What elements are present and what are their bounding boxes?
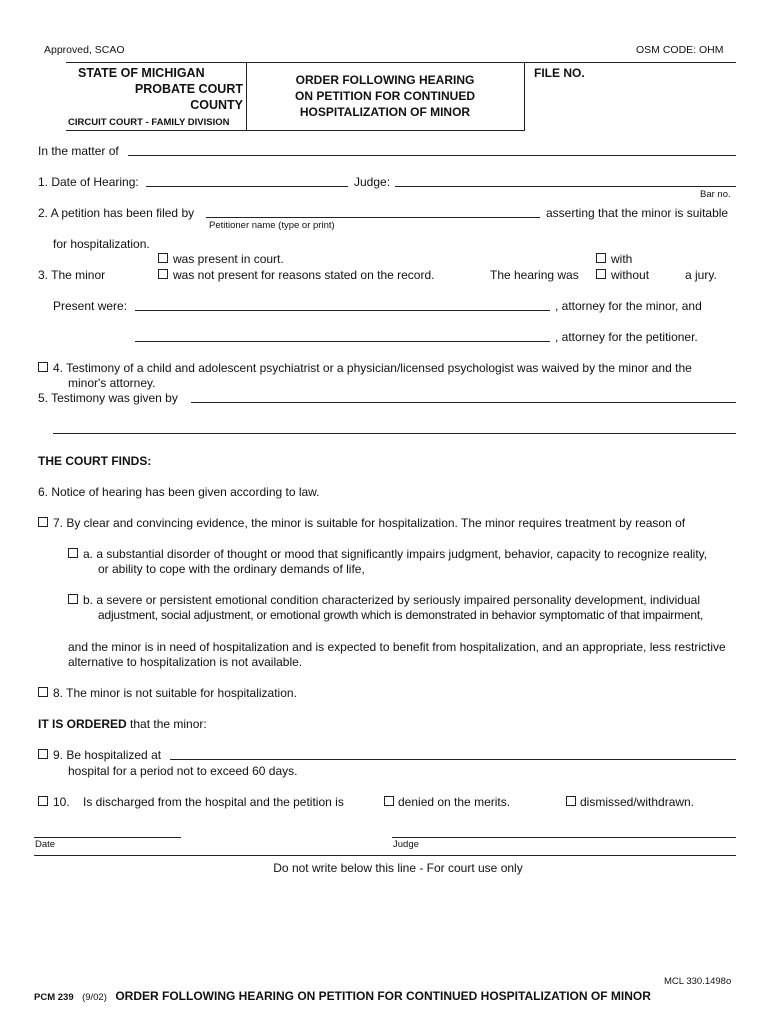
attorney-petitioner-field[interactable] [135, 341, 550, 342]
form-title-1: ORDER FOLLOWING HEARING [295, 73, 475, 87]
item9-text-2: hospital for a period not to exceed 60 days. [68, 764, 298, 778]
not-present-checkbox[interactable] [158, 269, 168, 279]
date-label: Date [35, 839, 56, 850]
item7b-text-1: b. a severe or persistent emotional condition characterized by seriously impaired personality development, individual [83, 593, 700, 607]
item8-checkbox[interactable] [38, 687, 48, 697]
approved-label: Approved, SCAO [44, 44, 125, 56]
ordered-heading [38, 717, 207, 731]
judge-signature-label: Judge [393, 839, 419, 850]
petition-filed-label: 2. A petition has been filed by [38, 206, 195, 220]
form-title-3: HOSPITALIZATION OF MINOR [299, 105, 471, 119]
hearing-date-field[interactable] [146, 186, 348, 187]
court-label: PROBATE COURT [134, 82, 243, 96]
footer-line [34, 987, 651, 1005]
form-title-2: ON PETITION FOR CONTINUED [295, 89, 475, 103]
judge-signature-line[interactable] [392, 837, 736, 838]
item7-text: 7. By clear and convincing evidence, the minor is suitable for hospitalization. The minor requires treatment by reason of [53, 516, 686, 530]
attorney-minor-field[interactable] [135, 310, 550, 311]
denied-checkbox[interactable] [384, 796, 394, 806]
for-hospitalization-label: for hospitalization. [53, 237, 150, 251]
hearing-was-label: The hearing was [490, 268, 579, 282]
item7a-checkbox[interactable] [68, 548, 78, 558]
mcl-reference: MCL 330.1498o [664, 976, 732, 987]
asserting-label: asserting that the minor is suitable [546, 206, 729, 220]
item7a-text-1: a. a substantial disorder of thought or mood that significantly impairs judgment, behavior, capacity to recognize reality, [83, 547, 708, 561]
matter-of-field[interactable] [128, 155, 736, 156]
denied-label: denied on the merits. [398, 795, 511, 809]
dismissed-label: dismissed/withdrawn. [580, 795, 695, 809]
present-were-label: Present were: [53, 299, 128, 313]
judge-label: Judge: [354, 175, 391, 189]
without-jury-checkbox[interactable] [596, 269, 606, 279]
attorney-petitioner-label: , attorney for the petitioner. [555, 330, 698, 344]
judge-field[interactable] [395, 186, 736, 187]
item5-label: 5. Testimony was given by [38, 391, 178, 405]
not-present-label: was not present for reasons stated on the record. [173, 268, 435, 282]
item9-text-1: 9. Be hospitalized at [53, 748, 162, 762]
ordered-bold: IT IS ORDERED [38, 717, 127, 731]
date-signature-line[interactable] [34, 837, 181, 838]
testimony-given-field[interactable] [191, 402, 736, 403]
footer-title: ORDER FOLLOWING HEARING ON PETITION FOR CONTINUED HOSPITALIZATION OF MINOR [115, 989, 651, 1003]
file-no-label: FILE NO. [534, 66, 585, 80]
county-label: COUNTY [190, 98, 243, 112]
item7-checkbox[interactable] [38, 517, 48, 527]
without-label: without [611, 268, 650, 282]
bar-no-label: Bar no. [700, 189, 731, 200]
dismissed-checkbox[interactable] [566, 796, 576, 806]
item10-checkbox[interactable] [38, 796, 48, 806]
item7b-checkbox[interactable] [68, 594, 78, 604]
matter-of-label: In the matter of [38, 144, 119, 158]
item9-checkbox[interactable] [38, 749, 48, 759]
hearing-date-label: 1. Date of Hearing: [38, 175, 139, 189]
petitioner-field[interactable] [206, 217, 540, 218]
item7b-text-2: adjustment, social adjustment, or emotional growth which is demonstrated in behavior symptomatic of that impairment, [98, 608, 704, 622]
item7a-text-2: or ability to cope with the ordinary demands of life, [98, 562, 365, 576]
a-jury-label: a jury. [685, 268, 717, 282]
attorney-minor-label: , attorney for the minor, and [555, 299, 702, 313]
item4-text-1: 4. Testimony of a child and adolescent psychiatrist or a physician/licensed psychologist was waived by the minor and the [53, 361, 692, 375]
court-finds-heading: THE COURT FINDS: [38, 454, 152, 468]
division-label: CIRCUIT COURT - FAMILY DIVISION [68, 117, 230, 128]
item10-text: Is discharged from the hospital and the petition is [83, 795, 344, 809]
form-date: (9/02) [82, 992, 107, 1003]
testimony-given-field-2[interactable] [53, 433, 736, 434]
form-id: PCM 239 [34, 992, 74, 1003]
item4-text-2: minor's attorney. [68, 376, 156, 390]
hospital-name-field[interactable] [170, 759, 736, 760]
with-label: with [611, 252, 633, 266]
present-in-court-label: was present in court. [173, 252, 284, 266]
item3-minor-label: 3. The minor [38, 268, 106, 282]
ordered-rest: that the minor: [126, 717, 207, 731]
item10-num: 10. [53, 795, 70, 809]
need-text-1: and the minor is in need of hospitalization and is expected to benefit from hospitalization, and an appropriate, less restrictive [68, 640, 726, 654]
state-label: STATE OF MICHIGAN [78, 66, 205, 80]
with-jury-checkbox[interactable] [596, 253, 606, 263]
court-use-divider [34, 855, 736, 856]
need-text-2: alternative to hospitalization is not available. [68, 655, 303, 669]
present-in-court-checkbox[interactable] [158, 253, 168, 263]
petitioner-caption: Petitioner name (type or print) [209, 220, 335, 231]
item8-text: 8. The minor is not suitable for hospitalization. [53, 686, 297, 700]
item6-text: 6. Notice of hearing has been given according to law. [38, 485, 320, 499]
court-use-note: Do not write below this line - For court use only [273, 861, 523, 875]
item4-checkbox[interactable] [38, 362, 48, 372]
osm-code: OSM CODE: OHM [636, 44, 724, 56]
